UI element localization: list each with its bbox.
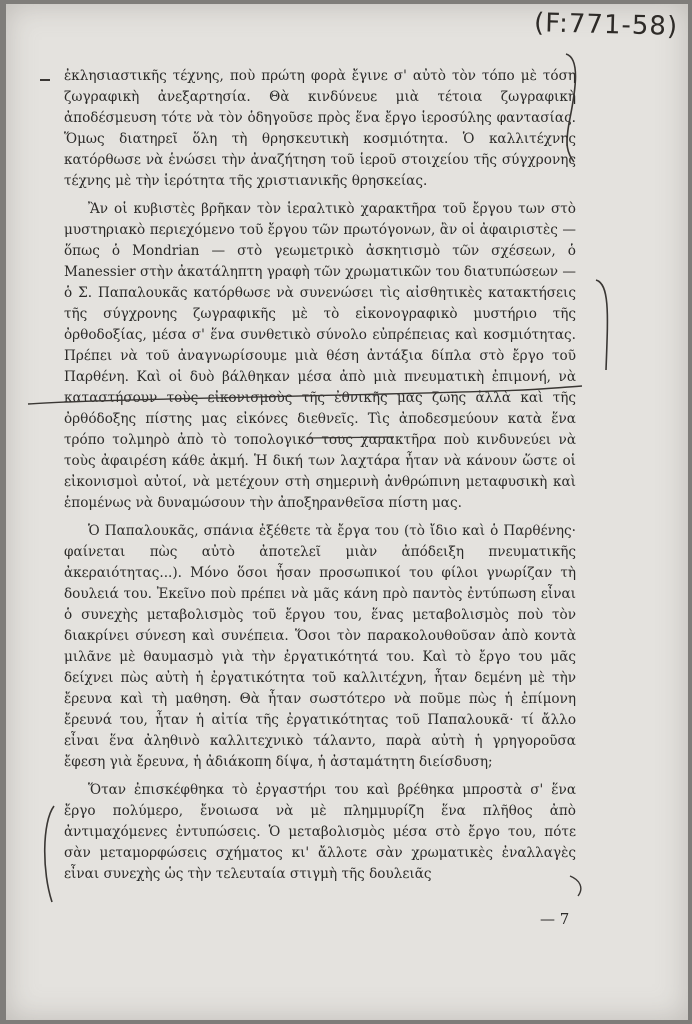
pencil-bracket-right [592, 276, 622, 376]
paragraph-4: Ὅταν ἐπισκέφθηκα τὸ ἐργαστήρι του καὶ βρέθηκα μπροστὰ σ' ἕνα ἔργο πολύμερο, ἔνοιωσα νὰ μὲ πλημμυρίζη ἕνα πλῆθος ἀπὸ ἀντιμαχόμενες ἐντυπώσεις. Ὁ μεταβολισμὸς μέσα στὸ ἔργο του, πότε σὰν μεταμορφώσεις σχήματος κι' ἄλλοτε σὰν χρωματικὲς ἐναλλαγὲς εἶναι συνεχὴς ὡς τὴν τελευταία στιγμὴ τῆς δουλειᾶς [64, 782, 576, 882]
document-page [6, 4, 688, 1020]
page-number: — 7 [540, 910, 570, 928]
pencil-corner-mark [566, 872, 590, 900]
pencil-margin-dash [38, 74, 54, 86]
pencil-bracket-left [36, 802, 62, 906]
body-text [64, 66, 576, 885]
pencil-underline-2 [306, 432, 396, 442]
pencil-bracket-top [556, 48, 586, 168]
pencil-underline-1 [26, 380, 586, 410]
paragraph-3: Ὁ Παπαλουκᾶς, σπάνια ἐξέθετε τὰ ἔργα του (τὸ ἴδιο καὶ ὁ Παρθένης· φαίνεται πὼς αὐτὸ ἀποτελεῖ μιὰν ἀπόδειξη πνευματικῆς ἀκεραιότητας...). Μόνο ὅσοι ἦσαν προσωπικοί του φίλοι γνωρίζαν τὴ δουλειά του. Ἐκεῖνο ποὺ πρέπει νὰ μᾶς κάνη πρὸ παντὸς ἐντύπωση εἶναι ὁ συνεχὴς μεταβολισμὸς τοῦ ἔργου του, ἕνας μεταβολισμὸς ποὺ τὸν διακρίνει σύνεση καὶ συνέπεια. Ὅσοι τὸν παρακολουθοῦσαν ἀπὸ κοντὰ μιλᾶνε μὲ θαυμασμὸ γιὰ τὴν ἐργατικότητά του. Καὶ τὸ ἔργο του μᾶς δείχνει πὼς αὐτὴ ἡ ἐργατικότητα τοῦ καλλιτέχνη, ἦταν δεμένη μὲ τὴν ἔρευνα καὶ τὴ μαθηση. Θὰ ἦταν σωστότερο νὰ ποῦμε πὼς ἡ ἐπίμονη ἔρευνά του, ἦταν ἡ αἰτία τῆς ἐργατικότητας τοῦ Παπαλουκᾶ· τί ἄλλο εἶναι ἕνα ἀληθινὸ καλλιτεχνικὸ τάλαντο, παρὰ αὐτὴ ἡ γρηγοροῦσα ἔφεση γιὰ ἔρευνα, ἡ ἀδιάκοπη δίψα, ἡ ἀσταμάτητη διείσδυση; [64, 523, 576, 770]
paragraph-2: Ἂν οἱ κυβιστὲς βρῆκαν τὸν ἱεραλτικὸ χαρακτῆρα τοῦ ἔργου των στὸ μυστηριακὸ περιεχόμενο τοῦ ἔργου τῶν πρωτόγονων, ἂν οἱ ἀφαιριστὲς — ὅπως ὁ Mondrian — στὸ γεωμετρικὸ ἀσκητισμὸ τῶν σχέσεων, ὁ Manessier στὴν ἀκατάληπτη γραφὴ τῶν χρωματικῶν του διατυπώσεων — ὁ Σ. Παπαλουκᾶς κατόρθωσε νὰ συνενώσει τὶς αἰσθητικὲς κατακτήσεις τῆς σύγχρονης ζωγραφικῆς μὲ τὸ εἰκονογραφικὸ μυστήριο τῆς ὀρθοδοξίας, μέσα σ' ἕνα συνθετικὸ σύνολο εὐπρέπειας καὶ κοσμιότητας. Πρέπει νὰ τοῦ ἀναγνωρίσουμε μιὰ θέση ἀντάξια δίπλα στὸ ἔργο τοῦ Παρθένη. Καὶ οἱ δυὸ βάλθηκαν μέσα ἀπὸ μιὰ πνευματικὴ ἐπιμονή, νὰ καταστήσουν τοὺς εἰκονισμοὺς τῆς ἐθνικῆς μας ζωῆς ἀλλὰ καὶ τῆς ὀρθόδοξης πίστης μας εἰκόνες διεθνεῖς. Τὶς ἀποδεσμεύουν κατὰ ἕνα τρόπο τολμηρὸ ἀπὸ τὸ τοπολογικό τους χαρακτῆρα ποὺ κινδυνεύει νὰ τοὺς ἀφαιρέση κάθε ἀκμή. Ἡ δική των λαχτάρα ἦταν νὰ κάνουν ὥστε οἱ εἰκονισμοὶ αὐτοί, νὰ μετέχουν στὴ σημερινὴ ἀνθρώπινη μεταφυσικὴ καὶ ἑπομένως νὰ δυναμώσουν τὴν ἀποξηρανθεῖσα πίστη μας. [64, 201, 576, 511]
paragraph-1: ἐκλησιαστικῆς τέχνης, ποὺ πρώτη φορὰ ἔγινε σ' αὐτὸ τὸν τόπο μὲ τόση ζωγραφικὴ ἀνεξαρτησία. Θὰ κινδύνευε μιὰ τέτοια ζωγραφικὴ ἀποδέσμευση τότε νὰ τὸν ὁδηγοῦσε πρὸς ἕνα ἔργο ἱεροσύλης φαντασίας. Ὅμως διατηρεῖ ὅλη τὴ θρησκευτικὴ κοσμιότητα. Ὁ καλλιτέχνης κατόρθωσε νὰ ἑνώσει τὴν ἀναζήτηση τοῦ ἱεροῦ στοιχείου τῆς σύγχρονης τέχνης μὲ τὴν ἱερότητα τῆς χριστιανικῆς θρησκείας. [64, 68, 576, 189]
archive-reference-annotation: (F:771-58) [533, 8, 679, 42]
